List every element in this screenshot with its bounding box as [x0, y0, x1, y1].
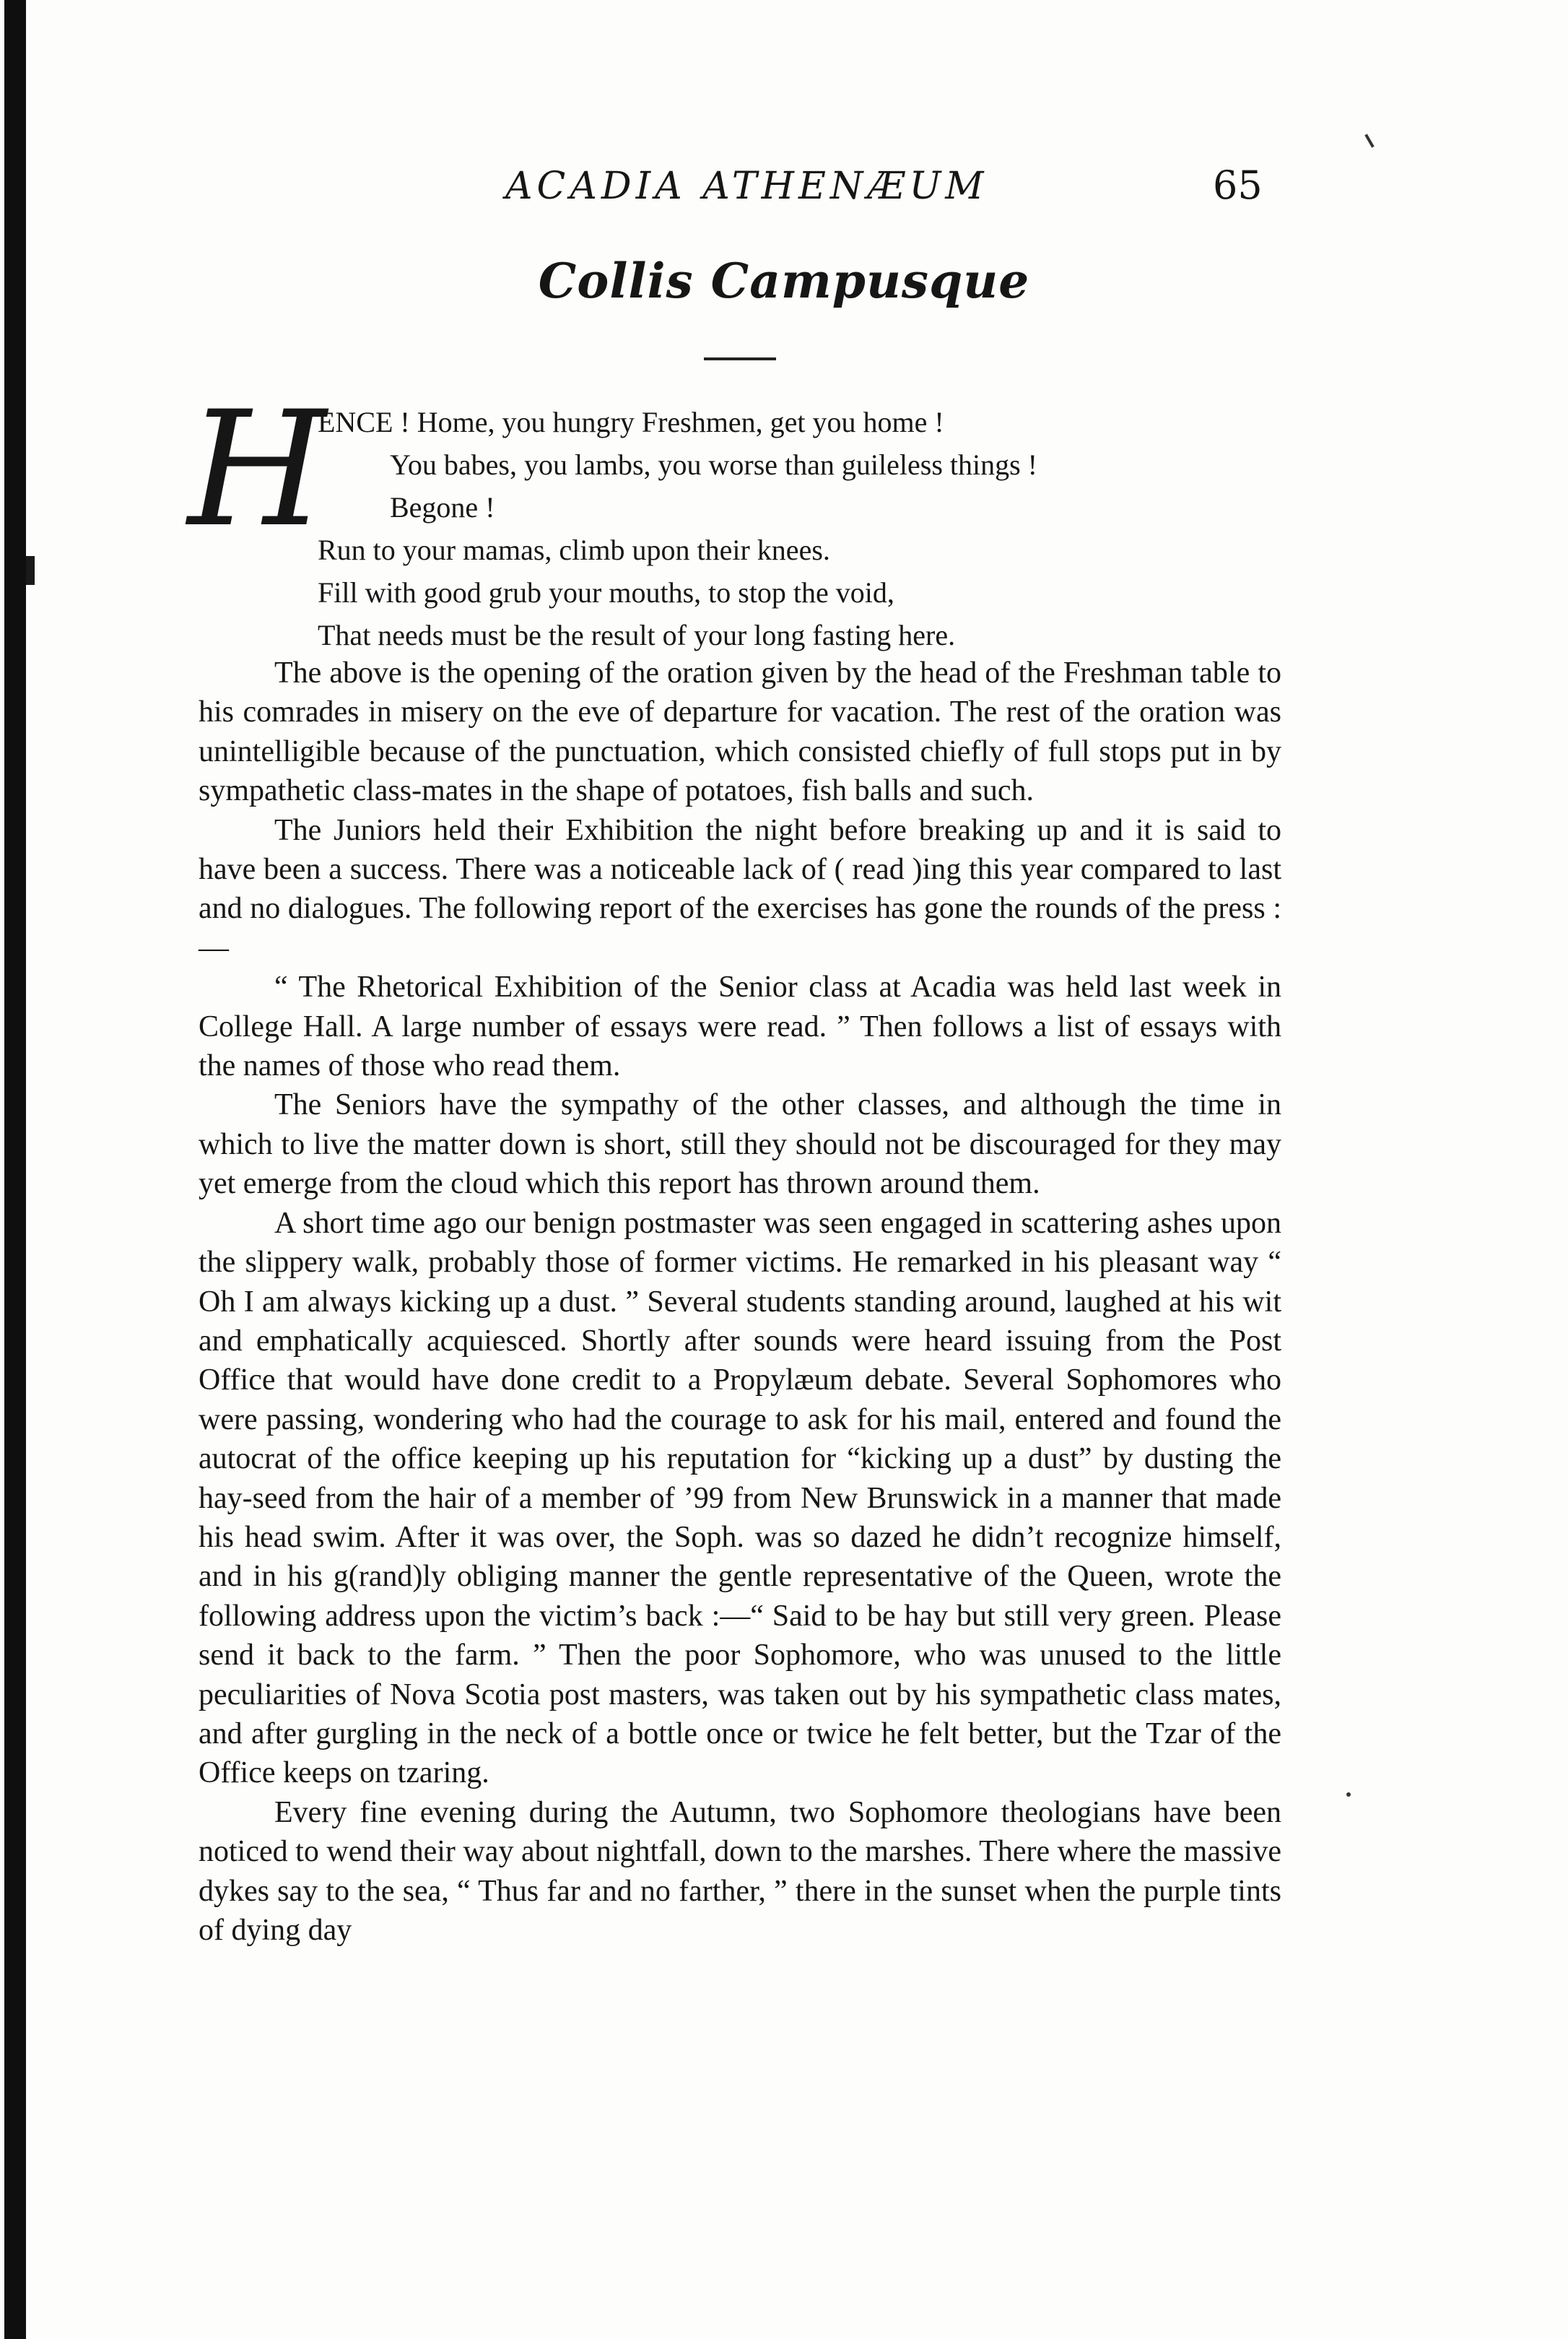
paragraph: The Juniors held their Exhibition the night before breaking up and it is said to have been a success. There was a noticeable lack of ( read )ing this year compared to last and no dialogues. The following report of the exercises has gone the rounds of the press :—: [199, 813, 1281, 965]
paragraph: The Seniors have the sympathy of the other classes, and although the time in which to live the matter down is short, still they should not be discouraged for they may yet emerge from the cloud which this report has thrown around them.: [199, 1088, 1281, 1201]
paragraph: The above is the opening of the oration given by the head of the Freshman table to his comrades in misery on the eve of departure for vacation. The rest of the oration was unintelligible because of the punctuation, which consisted chiefly of full stops put in by sympathetic class-mates in the shape of potatoes, fish balls and such.: [199, 656, 1281, 808]
section-title: Collis Campusque: [538, 253, 1030, 309]
verse-line: ENCE ! Home, you hungry Freshmen, get you home !: [318, 406, 944, 438]
article-body: [199, 654, 1281, 1950]
binding-edge: [4, 0, 26, 2339]
title-rule: [704, 357, 776, 360]
verse-block: [318, 401, 1037, 656]
verse-line: Fill with good grub your mouths, to stop the void,: [318, 576, 894, 609]
verse-line: You babes, you lambs, you worse than guileless things !: [390, 448, 1037, 481]
paragraph: Every fine evening during the Autumn, two Sophomore theologians have been noticed to wend their way about nightfall, down to the marshes. There where the massive dykes say to the sea, “ Thus far and no farther, ” there in the sunset when the purple tints of dying day: [199, 1795, 1281, 1947]
verse-line: Begone !: [390, 491, 495, 524]
verse-line: That needs must be the result of your long fasting here.: [318, 619, 956, 651]
drop-cap: H: [188, 377, 326, 562]
binding-mark: [26, 556, 35, 585]
paragraph: A short time ago our benign postmaster was seen engaged in scattering ashes upon the slippery walk, probably those of former victims. He remarked in his pleasant way “ Oh I am always kicking up a dust. ” Several students standing around, laughed at his wit and emphatically acquiesced. Shortly after sounds were heard issuing from the Post Office that would have done credit to a Propylæum debate. Several Sophomores who were passing, wondering who had the courage to ask for his mail, entered and found the autocrat of the office keeping up his reputation for “kicking up a dust” by dusting the hay-seed from the hair of a member of ’99 from New Brunswick in a manner that made his head swim. After it was over, the Soph. was so dazed he didn’t recognize himself, and in his g(rand)ly obliging manner the gentle representative of the Queen, wrote the following address upon the victim’s back :—“ Said to be hay but still very green. Please send it back to the farm. ” Then the poor Sophomore, who was unused to the little peculiarities of Nova Scotia post masters, was taken out by his sympathetic class mates, and after gurgling in the neck of a bottle once or twice he felt better, but the Tzar of the Office keeps on tzaring.: [199, 1206, 1281, 1790]
running-head: ACADIA ATHENÆUM: [505, 165, 988, 208]
verse-line: Run to your mamas, climb upon their knees.: [318, 534, 830, 566]
stray-mark: [1346, 1792, 1351, 1797]
paragraph: “ The Rhetorical Exhibition of the Senior class at Acadia was held last week in College Hall. A large number of essays were read. ” Then follows a list of essays with the names of those who read them.: [199, 971, 1281, 1083]
stray-mark: [1364, 134, 1374, 147]
page-number: 65: [1213, 162, 1263, 208]
